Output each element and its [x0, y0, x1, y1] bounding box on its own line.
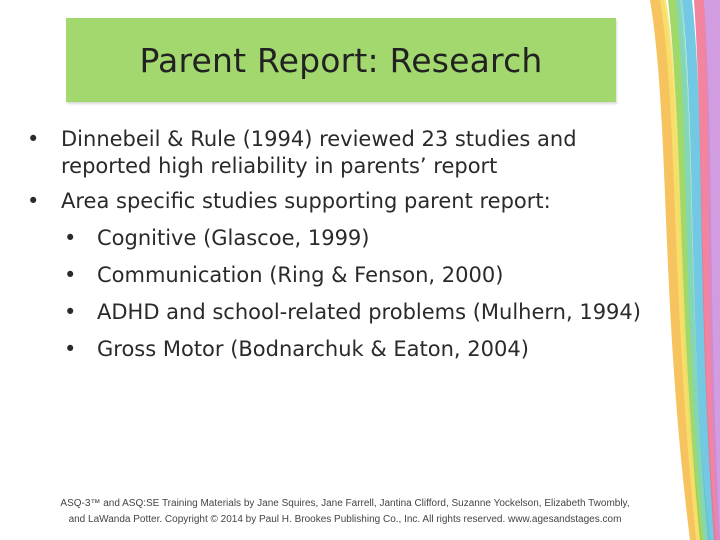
- title-banner: [66, 18, 616, 102]
- bullet-icon: •: [64, 337, 77, 361]
- bullet-text: Gross Motor (Bodnarchuk & Eaton, 2004): [97, 337, 529, 361]
- footer-line: ASQ-3™ and ASQ:SE Training Materials by Jane Squires, Jane Farrell, Jantina Clifford, Suzanne Yockelson, Elizabeth Twombly,: [60, 498, 630, 509]
- sub-bullet-item: [24, 262, 644, 289]
- sub-bullet-item: [24, 225, 644, 252]
- copyright-footer: [20, 496, 670, 528]
- bullet-icon: •: [64, 263, 77, 287]
- bullet-text: Communication (Ring & Fenson, 2000): [97, 263, 504, 287]
- bullet-text: Cognitive (Glascoe, 1999): [97, 226, 370, 250]
- bullet-list: [24, 126, 644, 363]
- bullet-icon: •: [27, 189, 40, 213]
- sub-bullet-item: [24, 336, 644, 363]
- bullet-item: [24, 188, 644, 215]
- footer-line: and LaWanda Potter. Copyright © 2014 by Paul H. Brookes Publishing Co., Inc. All rights reserved. www.agesandstages.com: [68, 514, 622, 525]
- decorative-ribbons: [630, 0, 720, 540]
- bullet-item: [24, 126, 644, 180]
- bullet-icon: •: [64, 300, 77, 324]
- bullet-text: ADHD and school-related problems (Mulhern, 1994): [97, 300, 641, 324]
- bullet-text: Dinnebeil & Rule (1994) reviewed 23 studies and reported high reliability in parents’ report: [61, 127, 577, 178]
- bullet-icon: •: [27, 127, 40, 151]
- sub-bullet-item: [24, 299, 644, 326]
- bullet-text: Area specific studies supporting parent report:: [61, 189, 551, 213]
- slide-title: Parent Report: Research: [139, 40, 543, 80]
- bullet-icon: •: [64, 226, 77, 250]
